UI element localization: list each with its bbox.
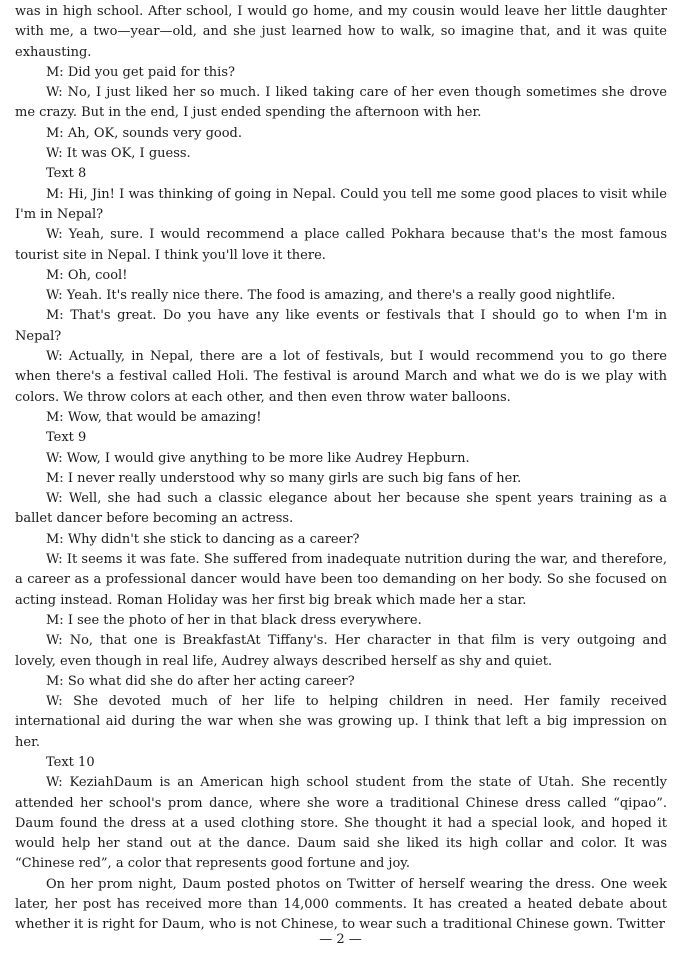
paragraph: Text 10 <box>46 754 95 770</box>
paragraph: W: Actually, in Nepal, there are a lot of festivals, but I would recommend you to go there when there's a festival called Holi. The festival is around March and what we do is we play with colors. We throw colors at each other, and then even throw water balloons. <box>15 349 667 405</box>
paragraph: W: No, that one is BreakfastAt Tiffany's. Her character in that film is very outgoing and lovely, even though in real life, Audrey always described herself as shy and quiet. <box>15 633 667 669</box>
paragraph: M: Did you get paid for this? <box>46 64 235 80</box>
paragraph: M: Oh, cool! <box>46 267 128 283</box>
paragraph: On her prom night, Daum posted photos on Twitter of herself wearing the dress. One week later, her post has received more than 14,000 comments. It has created a heated debate about whether it is right for Daum, who is not Chinese, to wear such a traditional Chinese gown. Twitter <box>15 876 667 933</box>
paragraph: W: Well, she had such a classic elegance about her because she spent years training as a ballet dancer before becoming an actress. <box>15 491 667 527</box>
paragraph: W: Yeah, sure. I would recommend a place called Pokhara because that's the most famous tourist site in Nepal. I think you'll love it there. <box>15 227 667 263</box>
paragraph: M: That's great. Do you have any like events or festivals that I should go to when I'm in Nepal? <box>15 308 667 344</box>
paragraph: M: Hi, Jin! I was thinking of going in Nepal. Could you tell me some good places to visit while I'm in Nepal? <box>15 186 667 222</box>
paragraph: W: No, I just liked her so much. I liked taking care of her even though sometimes she drove me crazy. But in the end, I just ended spending the afternoon with her. <box>15 85 667 121</box>
paragraph: W: It seems it was fate. She suffered from inadequate nutrition during the war, and therefore, a career as a professional dancer would have been too demanding on her body. So she focused on acting instead. Roman Holiday was her first big break which made her a star. <box>15 552 667 608</box>
paragraph: W: KeziahDaum is an American high school student from the state of Utah. She recently attended her school's prom dance, where she wore a traditional Chinese dress called “qipao”. Daum found the dress at a used clothing store. She thought it had a special look, and hoped it would help her stand out at the dance. Daum said she liked its high collar and color. It was “Chinese red”, a color that represents good fortune and joy. <box>15 775 667 872</box>
paragraph: M: Why didn't she stick to dancing as a career? <box>46 531 360 547</box>
paragraph: M: Wow, that would be amazing! <box>46 409 262 425</box>
paragraph: M: So what did she do after her acting career? <box>46 673 355 689</box>
paragraph: Text 9 <box>46 430 87 446</box>
paragraph: W: Yeah. It's really nice there. The food is amazing, and there's a really good nightlife. <box>46 288 616 304</box>
paragraph: was in high school. After school, I would go home, and my cousin would leave her little daughter with me, a two—year—old, and she just learned how to walk, so imagine that, and it was quite exhausting. <box>15 4 667 60</box>
paragraph: W: She devoted much of her life to helping children in need. Her family received international aid during the war when she was growing up. I think that left a big impression on her. <box>15 694 667 750</box>
page-number: — 2 — <box>319 932 362 947</box>
paragraph: W: It was OK, I guess. <box>46 146 191 162</box>
paragraph: M: Ah, OK, sounds very good. <box>46 125 243 141</box>
paragraph: W: Wow, I would give anything to be more like Audrey Hepburn. <box>46 450 470 466</box>
paragraph: M: I see the photo of her in that black dress everywhere. <box>46 612 422 628</box>
paragraph: Text 8 <box>46 166 87 182</box>
paragraph: M: I never really understood why so many girls are such big fans of her. <box>46 470 522 486</box>
transcript-body <box>15 2 667 936</box>
